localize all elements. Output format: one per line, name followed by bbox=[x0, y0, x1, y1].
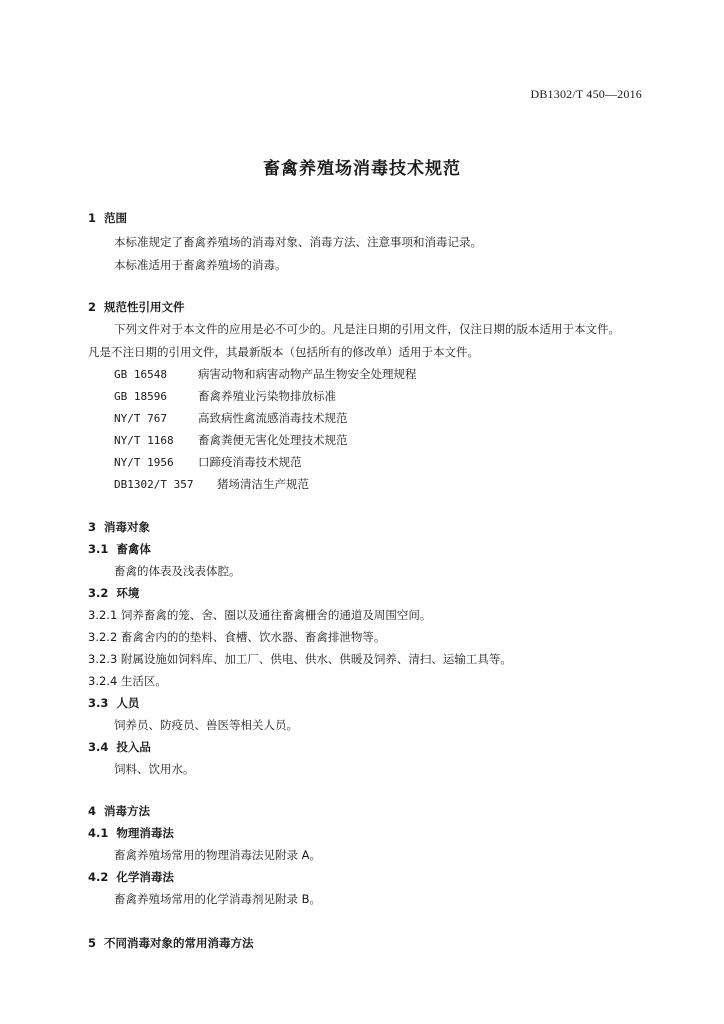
reference-item bbox=[114, 367, 417, 382]
section-title: 范围 bbox=[104, 211, 128, 225]
paragraph: 凡是不注日期的引用文件，其最新版本（包括所有的修改单）适用于本文件。 bbox=[88, 345, 479, 359]
reference-code: DB1302/T 357 bbox=[114, 478, 194, 491]
subsection-number: 4.2 bbox=[88, 870, 109, 884]
section-number: 3 bbox=[88, 520, 97, 534]
subsection-number: 4.1 bbox=[88, 826, 109, 840]
subsection-heading bbox=[88, 542, 151, 556]
reference-name: 病害动物和病害动物产品生物安全处理规程 bbox=[198, 367, 417, 381]
list-item: 3.2.3 附属设施如饲料库、加工厂、供电、供水、供暖及饲养、清扫、运输工具等。 bbox=[88, 652, 512, 666]
reference-name: 畜禽粪便无害化处理技术规范 bbox=[198, 433, 348, 447]
reference-name: 畜禽养殖业污染物排放标准 bbox=[198, 389, 336, 403]
reference-code: NY/T 1956 bbox=[114, 456, 174, 469]
paragraph: 本标准适用于畜禽养殖场的消毒。 bbox=[114, 258, 287, 272]
section-title: 消毒方法 bbox=[104, 804, 151, 818]
subsection-heading bbox=[88, 870, 174, 884]
reference-code: NY/T 1168 bbox=[114, 434, 174, 447]
reference-code: GB 16548 bbox=[114, 368, 167, 381]
subsection-number: 3.3 bbox=[88, 696, 109, 710]
paragraph: 下列文件对于本文件的应用是必不可少的。凡是注日期的引用文件，仅注日期的版本适用于本文件。 bbox=[114, 322, 620, 336]
list-item: 3.2.2 畜禽舍内的的垫料、食槽、饮水器、畜禽排泄物等。 bbox=[88, 630, 386, 644]
paragraph: 畜禽养殖场常用的物理消毒法见附录 A。 bbox=[114, 848, 322, 862]
subsection-title: 投入品 bbox=[116, 740, 151, 754]
subsection-title: 畜禽体 bbox=[116, 542, 151, 556]
reference-item bbox=[114, 389, 336, 404]
reference-item bbox=[114, 477, 309, 492]
list-item: 3.2.4 生活区。 bbox=[88, 674, 167, 688]
section-heading bbox=[88, 520, 150, 534]
document-code: DB1302/T 450—2016 bbox=[530, 87, 642, 101]
subsection-number: 3.2 bbox=[88, 586, 109, 600]
subsection-title: 环境 bbox=[116, 586, 140, 600]
section-heading bbox=[88, 936, 254, 950]
subsection-heading bbox=[88, 740, 151, 754]
section-number: 2 bbox=[88, 300, 97, 314]
paragraph: 饲养员、防疫员、兽医等相关人员。 bbox=[114, 718, 298, 732]
document-title: 畜禽养殖场消毒技术规范 bbox=[263, 159, 461, 179]
section-title: 消毒对象 bbox=[104, 520, 151, 534]
subsection-title: 化学消毒法 bbox=[116, 870, 174, 884]
subsection-title: 物理消毒法 bbox=[116, 826, 174, 840]
reference-name: 口蹄疫消毒技术规范 bbox=[198, 455, 302, 469]
paragraph: 畜禽的体表及浅表体腔。 bbox=[114, 564, 241, 578]
section-number: 5 bbox=[88, 936, 97, 950]
reference-item bbox=[114, 455, 302, 470]
section-title: 不同消毒对象的常用消毒方法 bbox=[104, 936, 254, 950]
subsection-number: 3.1 bbox=[88, 542, 109, 556]
section-heading bbox=[88, 300, 185, 314]
subsection-number: 3.4 bbox=[88, 740, 109, 754]
subsection-heading bbox=[88, 696, 139, 710]
subsection-heading bbox=[88, 826, 174, 840]
section-number: 4 bbox=[88, 804, 97, 818]
reference-item bbox=[114, 411, 348, 426]
section-heading bbox=[88, 211, 127, 225]
reference-name: 高致病性禽流感消毒技术规范 bbox=[198, 411, 348, 425]
section-title: 规范性引用文件 bbox=[104, 300, 185, 314]
subsection-heading bbox=[88, 586, 139, 600]
section-number: 1 bbox=[88, 211, 97, 225]
paragraph: 畜禽养殖场常用的化学消毒剂见附录 B。 bbox=[114, 892, 322, 906]
list-item: 3.2.1 饲养畜禽的笼、舍、圈以及通往畜禽栅舍的通道及周围空间。 bbox=[88, 608, 432, 622]
paragraph: 饲料、饮用水。 bbox=[114, 762, 195, 776]
reference-name: 猪场清洁生产规范 bbox=[217, 477, 309, 491]
section-heading bbox=[88, 804, 150, 818]
reference-code: NY/T 767 bbox=[114, 412, 167, 425]
reference-code: GB 18596 bbox=[114, 390, 167, 403]
paragraph: 本标准规定了畜禽养殖场的消毒对象、消毒方法、注意事项和消毒记录。 bbox=[114, 235, 482, 249]
reference-item bbox=[114, 433, 348, 448]
subsection-title: 人员 bbox=[116, 696, 140, 710]
